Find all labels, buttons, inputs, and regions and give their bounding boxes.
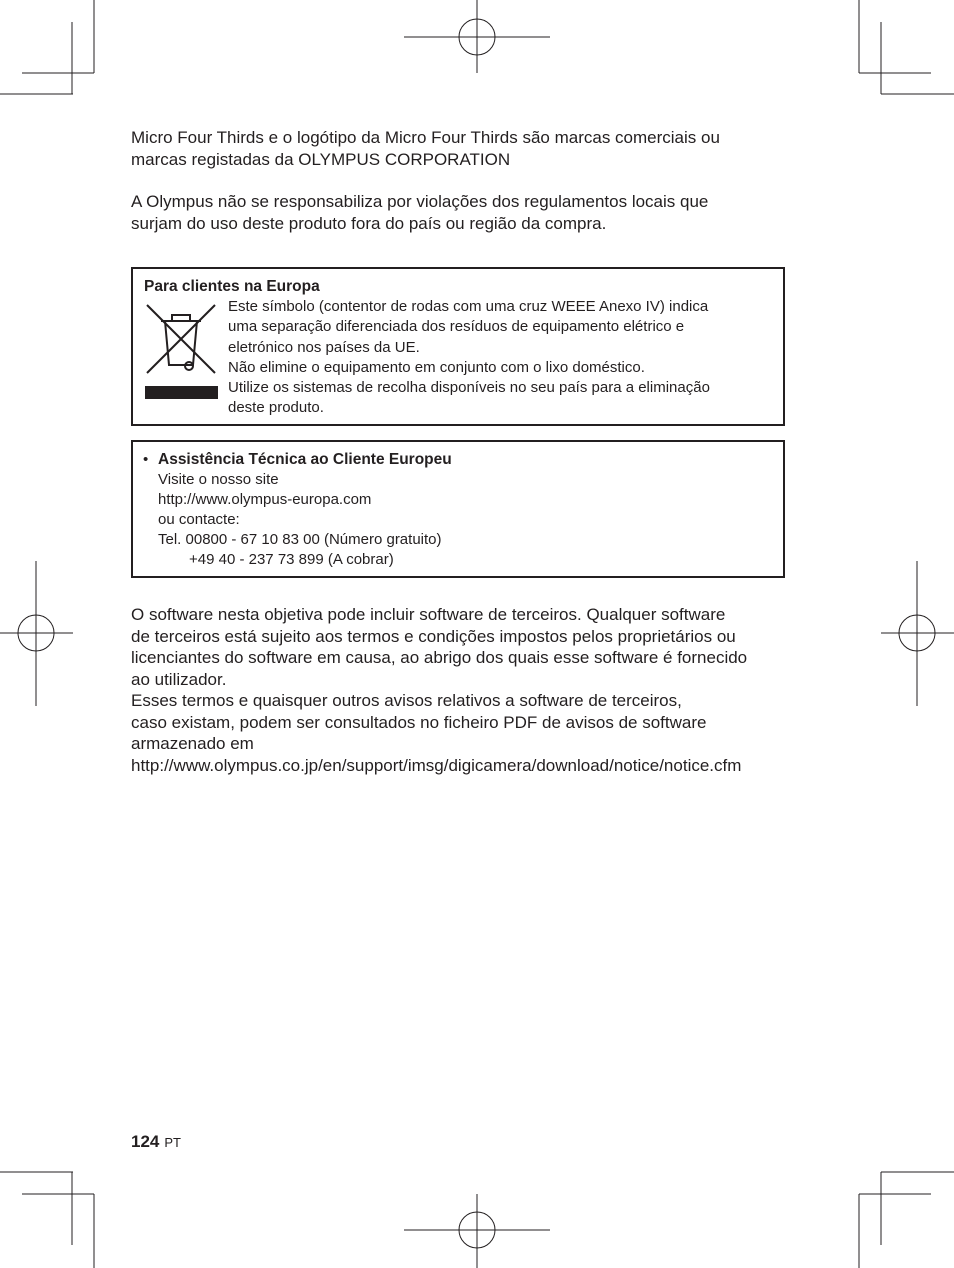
trademark-line-2: marcas registadas da OLYMPUS CORPORATION <box>131 149 511 169</box>
software-line-1: O software nesta objetiva pode incluir software de terceiros. Qualquer software <box>131 605 726 624</box>
europe-line-6: deste produto. <box>228 399 324 417</box>
europe-line-1: Este símbolo (contentor de rodas com uma cruz WEEE Anexo IV) indica <box>228 298 709 315</box>
europe-line-5: Utilize os sistemas de recolha disponíveis no seu país para a eliminação <box>228 379 710 397</box>
software-line-4: ao utilizador. <box>131 669 227 689</box>
europe-weee-box <box>131 267 785 426</box>
software-line-2: de terceiros está sujeito aos termos e condições impostos pelos proprietários ou <box>131 626 736 646</box>
support-visit-text: Visite o nosso site <box>158 471 279 488</box>
support-box-text <box>158 470 442 570</box>
trademark-line-1: Micro Four Thirds e o logótipo da Micro Four Thirds são marcas comerciais ou <box>131 128 720 147</box>
disclaimer-line-1: A Olympus não se responsabiliza por violações dos regulamentos locais que <box>131 192 709 211</box>
europe-box-title: Para clientes na Europa <box>144 278 320 295</box>
software-line-3: licenciantes do software em causa, ao abrigo dos quais esse software é fornecido <box>131 648 748 667</box>
europe-line-4: Não elimine o equipamento em conjunto com o lixo doméstico. <box>228 358 645 376</box>
trademark-paragraph <box>131 127 791 170</box>
disclaimer-line-2: surjam do uso deste produto fora do país ou região da compra. <box>131 213 607 233</box>
europe-line-3: eletrónico nos países da UE. <box>228 338 420 356</box>
software-notice-url[interactable]: http://www.olympus.co.jp/en/support/imsg/digicamera/download/notice/notice.cfm <box>131 755 742 775</box>
page-language: PT <box>164 1135 181 1150</box>
support-contact-text: ou contacte: <box>158 511 240 529</box>
software-line-7: armazenado em <box>131 734 254 753</box>
europe-box-text <box>228 297 710 419</box>
bullet: • <box>143 451 149 468</box>
software-line-5: Esses termos e quaisquer outros avisos relativos a software de terceiros, <box>131 691 682 710</box>
europe-line-2: uma separação diferenciada dos resíduos de equipamento elétrico e <box>228 318 685 336</box>
support-box-title: Assistência Técnica ao Cliente Europeu <box>158 451 452 468</box>
disclaimer-paragraph <box>131 191 791 234</box>
page-number: 124 <box>131 1132 160 1151</box>
support-url-link[interactable]: http://www.olympus-europa.com <box>158 491 372 509</box>
page-footer <box>131 1132 181 1152</box>
weee-crossed-bin-icon <box>141 299 221 401</box>
support-tel-charged: +49 40 - 237 73 899 (A cobrar) <box>189 551 394 569</box>
support-tel-free: Tel. 00800 - 67 10 83 00 (Número gratuito) <box>158 531 442 549</box>
software-line-6: caso existam, podem ser consultados no ficheiro PDF de avisos de software <box>131 712 707 732</box>
software-paragraph <box>131 604 791 776</box>
support-box <box>131 440 785 578</box>
